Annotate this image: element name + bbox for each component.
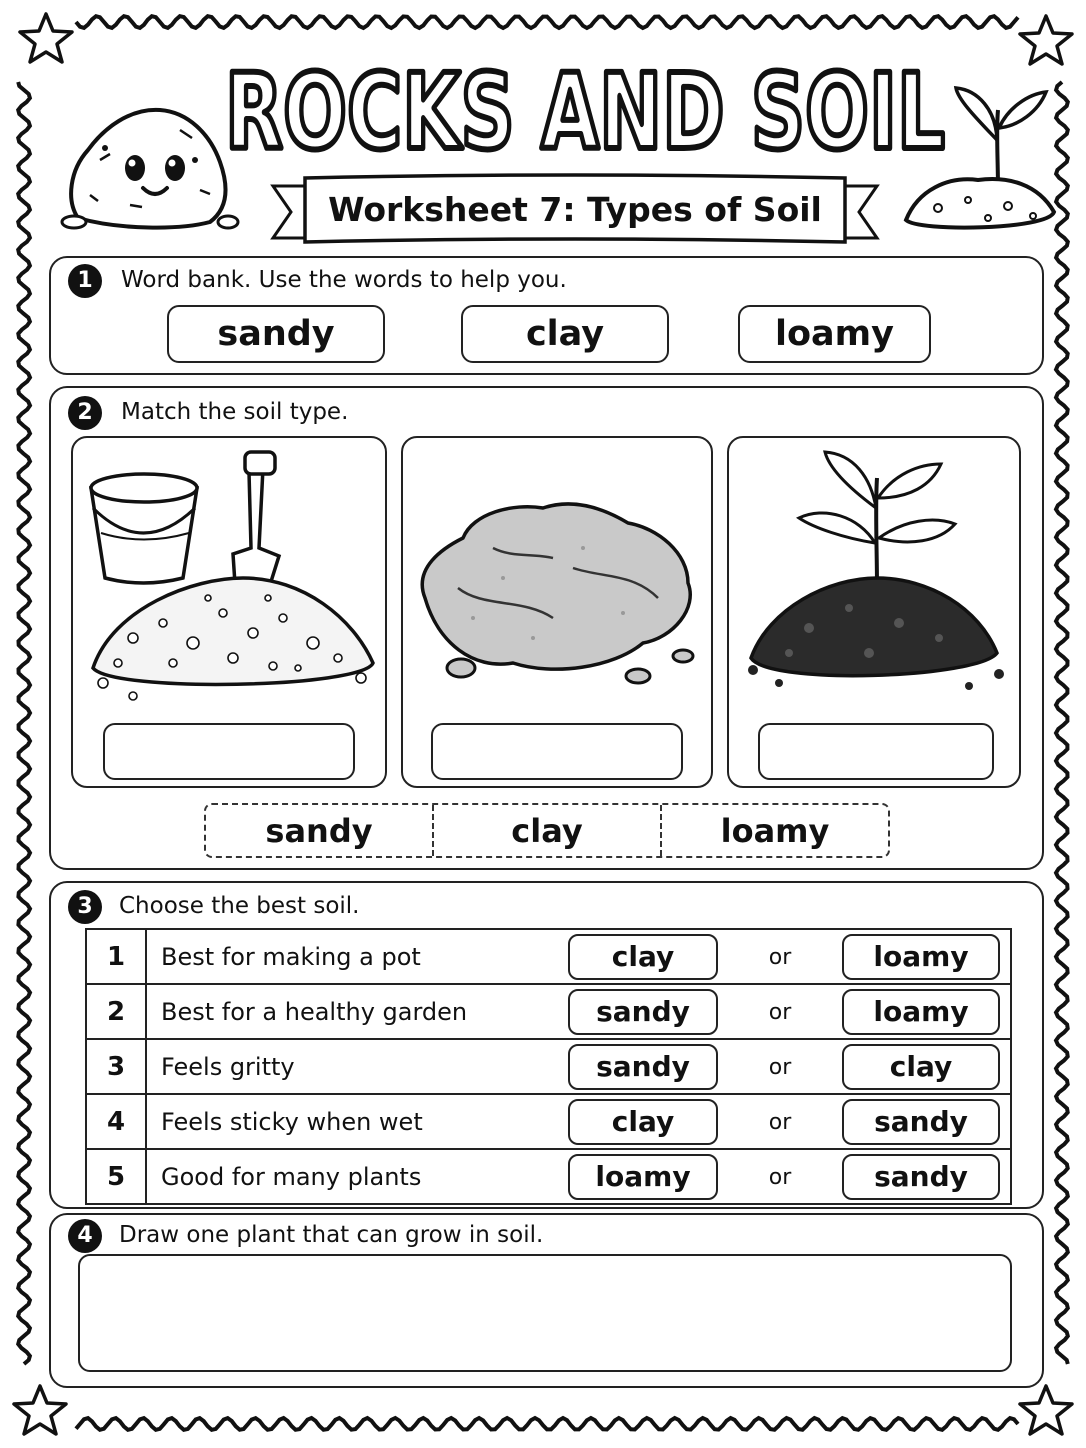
row-options <box>511 1149 1011 1204</box>
row-number: 1 <box>86 929 146 984</box>
choice-option[interactable]: sandy <box>568 989 718 1035</box>
table-row <box>86 1149 1011 1204</box>
row-number: 3 <box>86 1039 146 1094</box>
section-title: Word bank. Use the words to help you. <box>121 267 567 293</box>
page-title <box>215 48 955 168</box>
section-number: 2 <box>68 396 102 430</box>
sprout-icon <box>898 80 1060 240</box>
svg-text:ROCKS AND SOIL: ROCKS AND SOIL <box>225 51 945 168</box>
answer-blank[interactable] <box>758 723 994 780</box>
table-row <box>86 929 1011 984</box>
drawing-area[interactable] <box>78 1254 1012 1372</box>
corner-star-icon <box>20 14 72 62</box>
corner-star-icon <box>1020 1386 1072 1434</box>
loam-plant-icon <box>729 438 1023 728</box>
sand-bucket-shovel-icon <box>73 438 389 728</box>
row-number: 2 <box>86 984 146 1039</box>
row-question: Best for a healthy garden <box>146 984 511 1039</box>
rock-mascot-icon <box>60 100 240 235</box>
row-number: 4 <box>86 1094 146 1149</box>
match-word[interactable]: loamy <box>660 805 888 856</box>
choice-option[interactable]: sandy <box>842 1099 1000 1145</box>
match-word-bank <box>204 803 890 858</box>
row-question: Feels gritty <box>146 1039 511 1094</box>
picture-card-clay <box>401 436 713 788</box>
corner-star-icon <box>14 1386 66 1434</box>
section-title: Choose the best soil. <box>119 893 360 919</box>
choose-table <box>85 928 1012 1205</box>
picture-card-sand <box>71 436 387 788</box>
subtitle-ribbon <box>265 172 885 250</box>
or-label: or <box>768 1000 792 1025</box>
section-number: 3 <box>68 890 102 924</box>
or-label: or <box>768 1055 792 1080</box>
section-number: 1 <box>68 264 102 298</box>
table-row <box>86 1094 1011 1149</box>
section-number: 4 <box>68 1219 102 1253</box>
or-label: or <box>768 1165 792 1190</box>
section-title: Match the soil type. <box>121 399 349 425</box>
worksheet-subtitle: Worksheet 7: Types of Soil <box>328 190 822 229</box>
match-word[interactable]: clay <box>432 805 660 856</box>
choice-option[interactable]: loamy <box>842 934 1000 980</box>
row-question: Best for making a pot <box>146 929 511 984</box>
row-question: Good for many plants <box>146 1149 511 1204</box>
choice-option[interactable]: clay <box>568 1099 718 1145</box>
answer-blank[interactable] <box>431 723 683 780</box>
answer-blank[interactable] <box>103 723 355 780</box>
word-bank-word: clay <box>461 305 669 363</box>
row-options <box>511 1094 1011 1149</box>
choice-option[interactable]: loamy <box>842 989 1000 1035</box>
picture-card-loam <box>727 436 1021 788</box>
or-label: or <box>768 1110 792 1135</box>
word-bank-word: loamy <box>738 305 931 363</box>
row-question: Feels sticky when wet <box>146 1094 511 1149</box>
section-title: Draw one plant that can grow in soil. <box>119 1222 544 1248</box>
choice-option[interactable]: sandy <box>568 1044 718 1090</box>
choice-option[interactable]: clay <box>842 1044 1000 1090</box>
section-word-bank <box>49 256 1044 375</box>
row-number: 5 <box>86 1149 146 1204</box>
row-options <box>511 929 1011 984</box>
choice-option[interactable]: sandy <box>842 1154 1000 1200</box>
word-bank-word: sandy <box>167 305 385 363</box>
or-label: or <box>768 945 792 970</box>
choice-option[interactable]: loamy <box>568 1154 718 1200</box>
table-row <box>86 1039 1011 1094</box>
table-row <box>86 984 1011 1039</box>
match-word[interactable]: sandy <box>265 812 373 850</box>
corner-star-icon <box>1020 16 1072 64</box>
clay-lump-icon <box>403 438 715 728</box>
choice-option[interactable]: clay <box>568 934 718 980</box>
row-options <box>511 1039 1011 1094</box>
row-options <box>511 984 1011 1039</box>
